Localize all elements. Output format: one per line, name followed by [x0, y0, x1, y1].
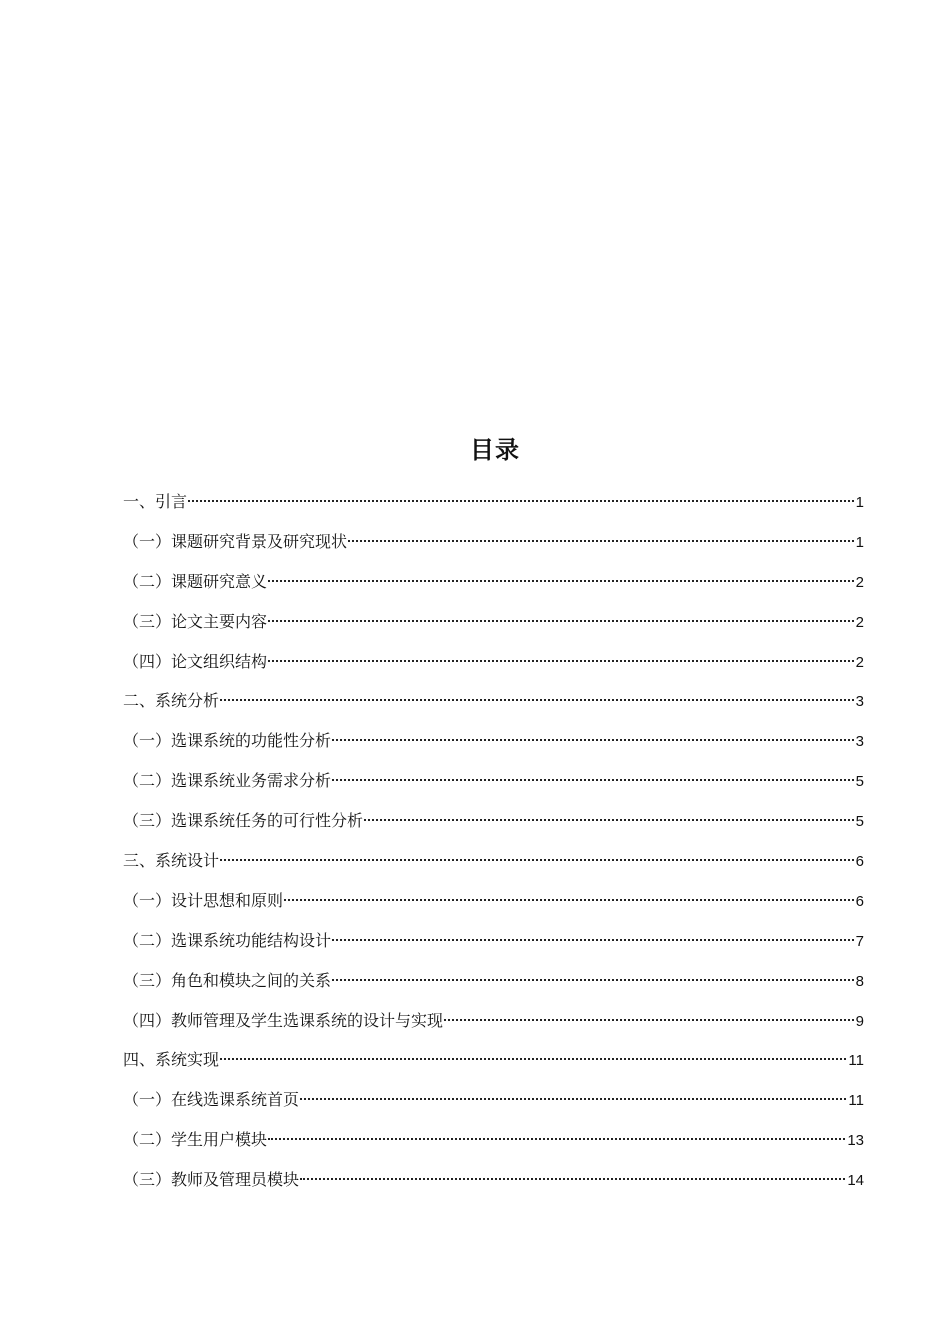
toc-entry-page: 5 [855, 813, 864, 831]
toc-entry-label: （三）角色和模块之间的关系 [123, 970, 332, 990]
toc-entry[interactable] [123, 1160, 864, 1200]
toc-entry[interactable] [123, 1080, 864, 1120]
toc-entry[interactable] [123, 801, 864, 841]
toc-entry-label: （一）课题研究背景及研究现状 [123, 531, 348, 551]
toc-entry-label: （二）选课系统功能结构设计 [123, 930, 332, 950]
toc-entry-page: 1 [855, 494, 864, 511]
toc-entry-page: 7 [855, 932, 864, 950]
toc-dot-leader [220, 859, 854, 861]
toc-entry-page: 2 [855, 613, 864, 631]
toc-entry[interactable] [123, 881, 864, 921]
toc-title: 目录 [470, 436, 520, 464]
toc-dot-leader [268, 580, 854, 582]
toc-dot-leader [268, 620, 854, 622]
toc-entry-label: （三）论文主要内容 [123, 611, 268, 631]
toc-dot-leader [332, 939, 854, 941]
toc-dot-leader [332, 739, 854, 741]
toc-dot-leader [444, 1019, 854, 1021]
toc-entry[interactable] [123, 761, 864, 801]
toc-entry-page: 5 [855, 773, 864, 791]
toc-entry-page: 3 [855, 693, 864, 711]
toc-entry-page: 9 [855, 1012, 864, 1030]
toc-entry-label: （一）设计思想和原则 [123, 890, 284, 910]
toc-entry-label: （三）选课系统任务的可行性分析 [123, 811, 364, 831]
toc-entry-page: 13 [847, 1132, 864, 1150]
toc-entry-page: 8 [855, 972, 864, 990]
toc-entry[interactable] [123, 522, 864, 562]
toc-entry-label: 二、系统分析 [123, 691, 220, 711]
toc-dot-leader [284, 899, 854, 901]
toc-entry[interactable] [123, 482, 864, 522]
toc-entry-label: （二）学生用户模块 [123, 1130, 268, 1150]
toc-entry[interactable] [123, 841, 864, 881]
toc-entry-label: （四）教师管理及学生选课系统的设计与实现 [123, 1010, 444, 1030]
toc-entry-page: 3 [855, 733, 864, 751]
toc-entry[interactable] [123, 642, 864, 682]
toc-entry-label: 三、系统设计 [123, 851, 220, 871]
toc-entry-label: （一）选课系统的功能性分析 [123, 731, 332, 751]
toc-entry-page: 11 [848, 1052, 864, 1070]
toc-entry[interactable] [123, 681, 864, 721]
toc-dot-leader [332, 779, 854, 781]
toc-dot-leader [300, 1098, 846, 1100]
toc-entry[interactable] [123, 1120, 864, 1160]
toc-dot-leader [364, 819, 854, 821]
toc-dot-leader [332, 979, 854, 981]
toc-entry[interactable] [123, 921, 864, 961]
toc-entry-page: 2 [855, 573, 864, 591]
toc-entry-page: 2 [855, 653, 864, 671]
toc-entry-label: （三）教师及管理员模块 [123, 1170, 300, 1190]
toc-dot-leader [220, 1058, 846, 1060]
toc-entry-label: （二）选课系统业务需求分析 [123, 771, 332, 791]
toc-entry-label: （四）论文组织结构 [123, 651, 268, 671]
toc-dot-leader [188, 500, 854, 502]
toc-dot-leader [300, 1178, 845, 1180]
toc-entry-page: 6 [855, 853, 864, 871]
toc-entry[interactable] [123, 1040, 864, 1080]
toc-dot-leader [348, 540, 854, 542]
toc-dot-leader [220, 699, 854, 701]
toc-entry-page: 14 [847, 1172, 864, 1190]
toc-entry-label: （二）课题研究意义 [123, 571, 268, 591]
toc-entry-label: 一、引言 [123, 492, 188, 511]
toc-entry-page: 6 [855, 892, 864, 910]
toc-entry[interactable] [123, 562, 864, 602]
toc-entry-label: 四、系统实现 [123, 1050, 220, 1070]
toc-dot-leader [268, 660, 854, 662]
toc-entry[interactable] [123, 1001, 864, 1041]
toc-entry-page: 11 [848, 1092, 864, 1110]
toc-dot-leader [268, 1138, 845, 1140]
toc-entry[interactable] [123, 602, 864, 642]
toc-entry[interactable] [123, 961, 864, 1001]
toc-entry-label: （一）在线选课系统首页 [123, 1090, 300, 1110]
toc-list [123, 482, 864, 1200]
toc-entry-page: 1 [855, 533, 864, 551]
toc-entry[interactable] [123, 721, 864, 761]
